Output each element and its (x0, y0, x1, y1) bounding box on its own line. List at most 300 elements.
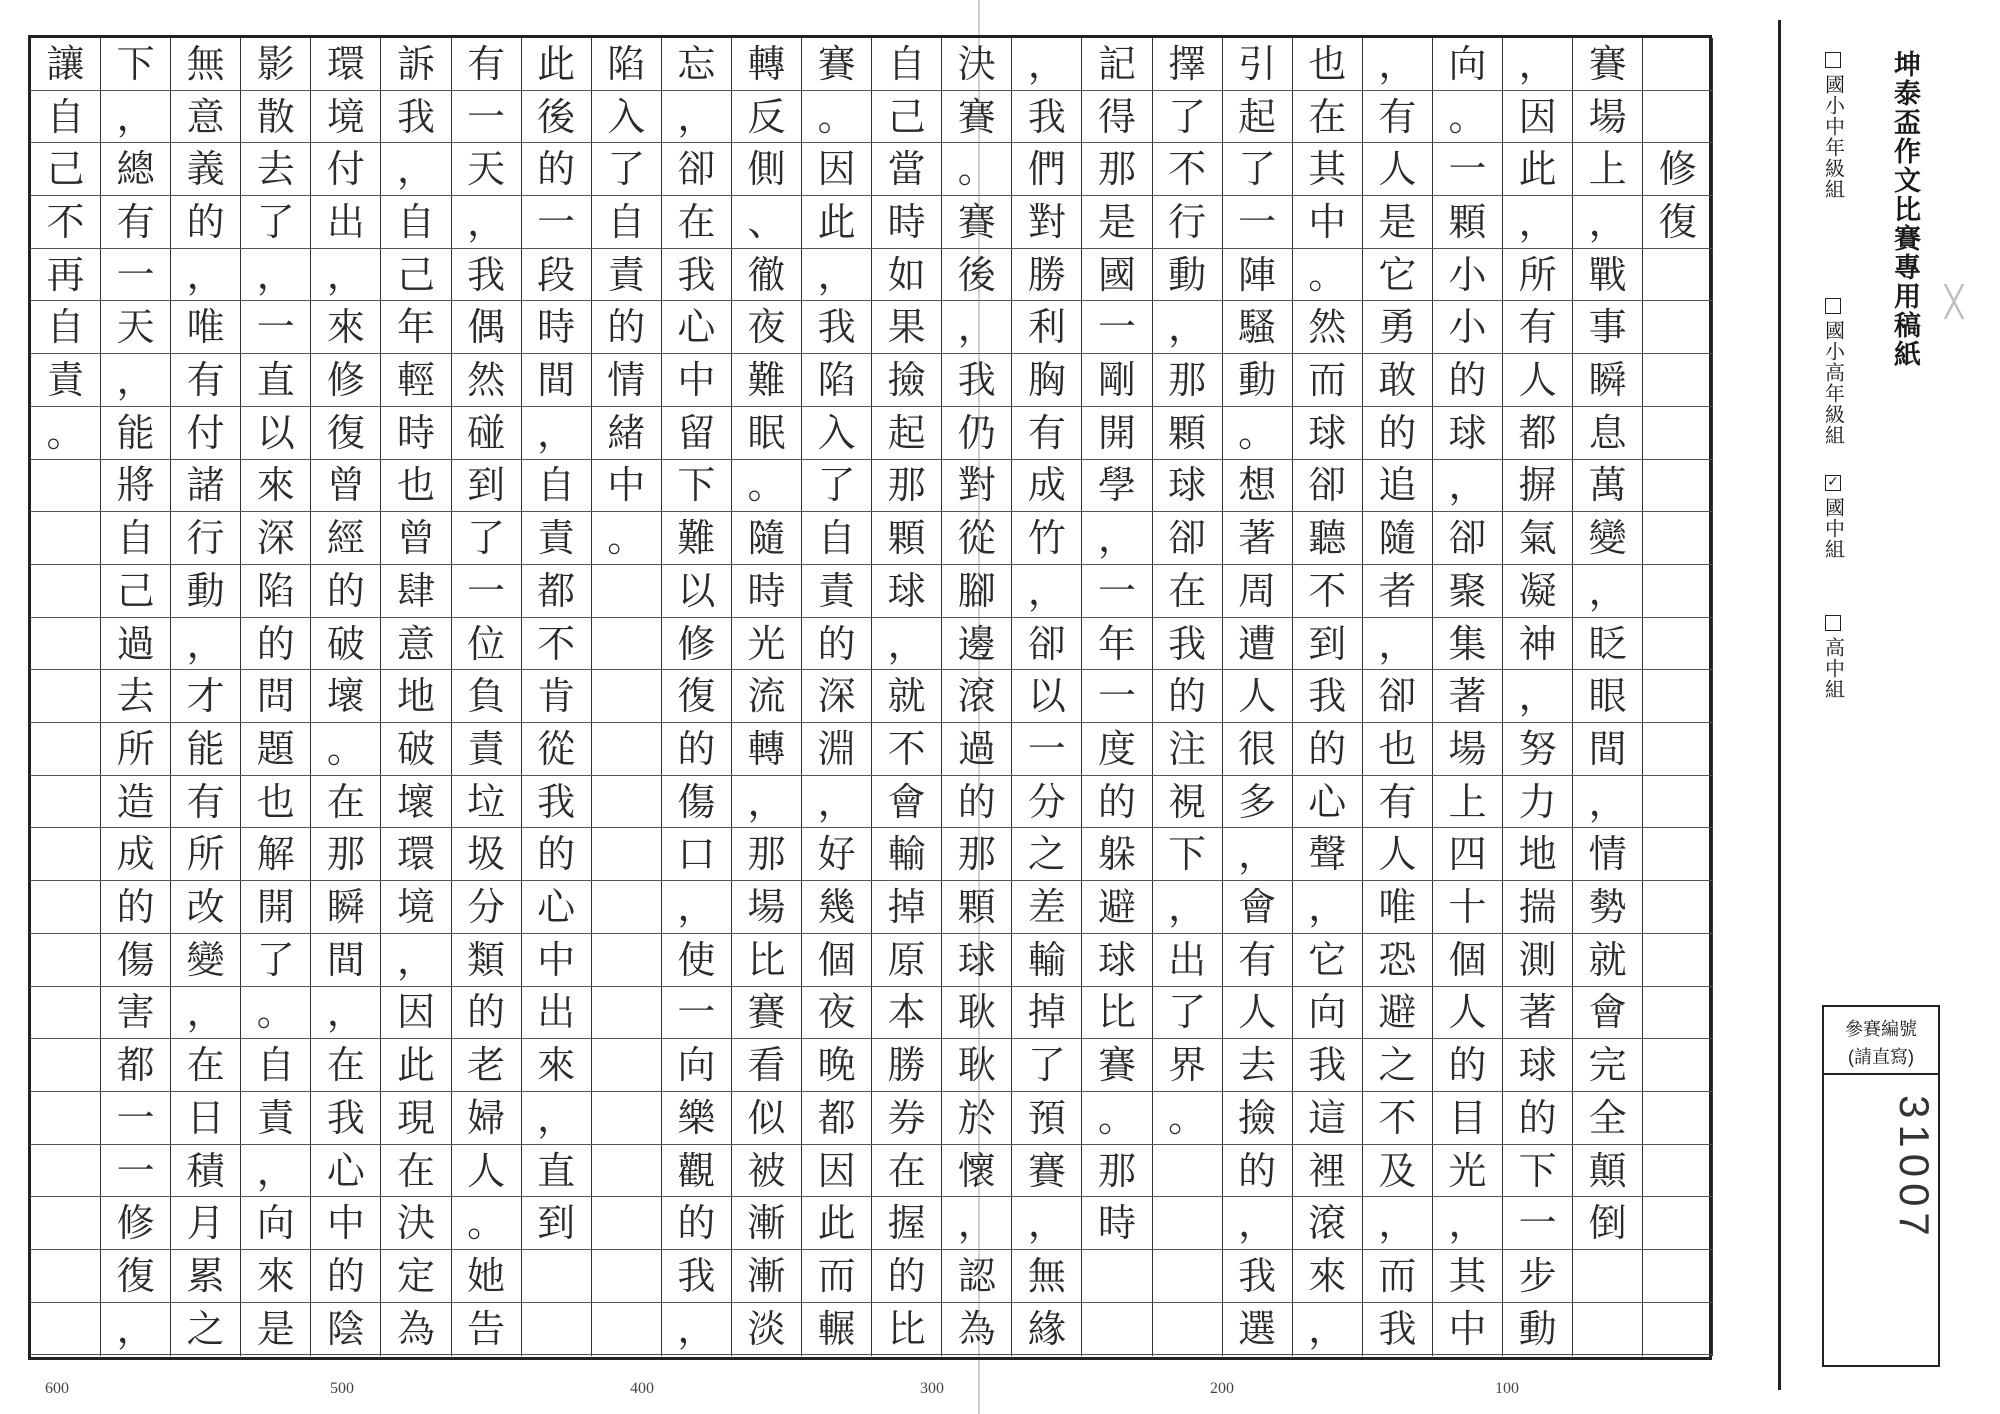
essay-char: 間 (521, 354, 592, 407)
essay-char: 其 (1292, 143, 1363, 196)
grid-cell (591, 1092, 662, 1145)
essay-char: 它 (1362, 249, 1433, 302)
grid-cell (591, 565, 662, 618)
essay-char: 己 (100, 565, 171, 618)
grid-cell (1642, 354, 1713, 407)
grid-column (1362, 38, 1433, 1356)
essay-char: 竹 (1011, 512, 1082, 565)
essay-char: 心 (1292, 776, 1363, 829)
essay-char: 人 (1222, 670, 1293, 723)
essay-char: 卻 (1011, 618, 1082, 671)
essay-char: 破 (310, 618, 381, 671)
essay-char: 我 (521, 776, 592, 829)
checkbox[interactable] (1825, 298, 1841, 314)
essay-char: 在 (1292, 91, 1363, 144)
essay-char: 小 (1432, 302, 1503, 355)
essay-char: 自 (100, 512, 171, 565)
essay-title-char: 復 (1642, 196, 1713, 249)
grid-cell (591, 723, 662, 776)
essay-char: 周 (1222, 565, 1293, 618)
essay-char: 動 (1222, 354, 1293, 407)
grid-cell (591, 1303, 662, 1356)
essay-char: 球 (871, 565, 942, 618)
essay-char: 戰 (1572, 249, 1643, 302)
essay-char: 了 (591, 143, 662, 196)
essay-char: 向 (661, 1039, 732, 1092)
essay-char: 陣 (1222, 249, 1293, 302)
grid-cell (1642, 407, 1713, 460)
essay-char: 的 (1362, 407, 1433, 460)
essay-char: 了 (240, 196, 311, 249)
essay-char: 的 (240, 618, 311, 671)
essay-char: 撿 (1222, 1092, 1293, 1145)
essay-char: 勝 (1011, 249, 1082, 302)
essay-char: 動 (1152, 249, 1223, 302)
essay-char: 我 (381, 91, 452, 144)
essay-char: 。 (451, 1197, 522, 1250)
grid-column (731, 38, 802, 1356)
essay-char: 有 (1222, 934, 1293, 987)
essay-char: ， (1011, 38, 1082, 91)
essay-char: 神 (1502, 618, 1573, 671)
essay-char: 聲 (1292, 829, 1363, 882)
essay-char: 累 (170, 1250, 241, 1303)
essay-char: 的 (661, 723, 732, 776)
essay-char: 然 (451, 354, 522, 407)
entry-number-note: (請直寫) (1848, 1047, 1914, 1067)
essay-char: 人 (1362, 829, 1433, 882)
essay-char: 那 (1082, 1145, 1153, 1198)
essay-char: 擇 (1152, 38, 1223, 91)
essay-char: 了 (451, 512, 522, 565)
essay-char: 的 (310, 565, 381, 618)
essay-char: 利 (1011, 302, 1082, 355)
essay-char: 時 (731, 565, 802, 618)
essay-char: 。 (731, 460, 802, 513)
essay-char: 人 (1502, 354, 1573, 407)
essay-char: 一 (661, 987, 732, 1040)
essay-char: 難 (731, 354, 802, 407)
essay-char: 騷 (1222, 302, 1293, 355)
grid-cell (1152, 1303, 1223, 1356)
grid-cell (1642, 987, 1713, 1040)
essay-char: 再 (30, 249, 101, 302)
grid-column (661, 38, 732, 1356)
essay-char: 很 (1222, 723, 1293, 776)
essay-char: 後 (521, 91, 592, 144)
essay-char: 一 (1011, 723, 1082, 776)
essay-char: ， (801, 776, 872, 829)
essay-char: 認 (941, 1250, 1012, 1303)
grid-cell (30, 512, 101, 565)
essay-char: 度 (1082, 723, 1153, 776)
grid-cell (1082, 1303, 1153, 1356)
grid-cell (591, 1197, 662, 1250)
grid-cell (1642, 1092, 1713, 1145)
essay-char: 卻 (1292, 460, 1363, 513)
essay-char: 比 (1082, 987, 1153, 1040)
essay-char: 。 (941, 143, 1012, 196)
essay-char: 肆 (381, 565, 452, 618)
essay-char: 使 (661, 934, 732, 987)
essay-char: 變 (170, 934, 241, 987)
grid-cell (30, 987, 101, 1040)
essay-char: 目 (1432, 1092, 1503, 1145)
essay-char: 破 (381, 723, 452, 776)
essay-char: 一 (1082, 302, 1153, 355)
essay-char: 了 (1152, 987, 1223, 1040)
essay-char: 不 (521, 618, 592, 671)
essay-char: 去 (1222, 1039, 1293, 1092)
essay-char: 及 (1362, 1145, 1433, 1198)
essay-char: 段 (521, 249, 592, 302)
essay-char: 責 (801, 565, 872, 618)
essay-char: 年 (381, 302, 452, 355)
essay-char: 間 (1572, 723, 1643, 776)
essay-char: 因 (801, 143, 872, 196)
essay-char: 入 (591, 91, 662, 144)
essay-char: 責 (30, 354, 101, 407)
essay-char: 的 (591, 302, 662, 355)
essay-char: 中 (310, 1197, 381, 1250)
grid-column (521, 38, 592, 1356)
essay-char: 類 (451, 934, 522, 987)
essay-char: 在 (310, 1039, 381, 1092)
essay-char: ， (1572, 196, 1643, 249)
essay-char: 卻 (1152, 512, 1223, 565)
grid-cell (30, 565, 101, 618)
essay-char: 為 (381, 1303, 452, 1356)
essay-char: ， (100, 354, 171, 407)
essay-char: 人 (1222, 987, 1293, 1040)
grid-cell (1642, 302, 1713, 355)
essay-char: 在 (661, 196, 732, 249)
essay-char: 賽 (941, 196, 1012, 249)
grid-cell (1642, 1039, 1713, 1092)
essay-char: 場 (731, 881, 802, 934)
essay-char: ， (381, 143, 452, 196)
essay-char: 的 (941, 776, 1012, 829)
essay-char: 那 (941, 829, 1012, 882)
essay-char: 修 (661, 618, 732, 671)
essay-char: 修 (310, 354, 381, 407)
essay-char: ， (801, 249, 872, 302)
group-option-label: 高中組 (1821, 637, 1844, 700)
essay-char: 樂 (661, 1092, 732, 1145)
essay-char: 著 (1222, 512, 1293, 565)
essay-char: 原 (871, 934, 942, 987)
sheet-title: 坤泰盃作文比賽專用稿紙 (1890, 50, 1920, 369)
essay-char: ， (1222, 1197, 1293, 1250)
essay-char: ， (731, 776, 802, 829)
essay-char: 了 (1152, 91, 1223, 144)
essay-char: 淵 (801, 723, 872, 776)
essay-char: 環 (381, 829, 452, 882)
essay-char: 剛 (1082, 354, 1153, 407)
essay-char: 地 (1502, 829, 1573, 882)
essay-char: 到 (1292, 618, 1363, 671)
essay-char: 滾 (941, 670, 1012, 723)
essay-char: 息 (1572, 407, 1643, 460)
essay-char: 日 (170, 1092, 241, 1145)
essay-char: 無 (1011, 1250, 1082, 1303)
essay-char: 年 (1082, 618, 1153, 671)
grid-column (1011, 38, 1082, 1356)
essay-char: 復 (100, 1250, 171, 1303)
essay-char: 仍 (941, 407, 1012, 460)
essay-char: 的 (1432, 354, 1503, 407)
essay-char: 改 (170, 881, 241, 934)
essay-char: ， (240, 1145, 311, 1198)
essay-char: 、 (731, 196, 802, 249)
essay-char: 卻 (1362, 670, 1433, 723)
essay-char: 無 (170, 38, 241, 91)
essay-char: 賽 (1011, 1145, 1082, 1198)
essay-char: 我 (310, 1092, 381, 1145)
essay-char: ， (170, 618, 241, 671)
essay-char: 來 (310, 302, 381, 355)
essay-char: 一 (1222, 196, 1293, 249)
essay-char: 引 (1222, 38, 1293, 91)
essay-char: 她 (451, 1250, 522, 1303)
essay-char: 步 (1502, 1250, 1573, 1303)
essay-char: 壞 (381, 776, 452, 829)
essay-char: 我 (1292, 1039, 1363, 1092)
essay-char: 邊 (941, 618, 1012, 671)
grid-cell (591, 1145, 662, 1198)
grid-cell (1642, 618, 1713, 671)
essay-char: 在 (1152, 565, 1223, 618)
essay-char: 動 (170, 565, 241, 618)
essay-char: 的 (801, 618, 872, 671)
essay-char: 時 (521, 302, 592, 355)
essay-char: 付 (170, 407, 241, 460)
entry-number-label: 參賽編號 (1845, 1019, 1917, 1039)
essay-char: 光 (731, 618, 802, 671)
essay-char: 。 (801, 91, 872, 144)
grid-cell (521, 1303, 592, 1356)
essay-char: 問 (240, 670, 311, 723)
essay-char: ， (941, 302, 1012, 355)
essay-char: ， (661, 1303, 732, 1356)
essay-char: 讓 (30, 38, 101, 91)
essay-char: 開 (240, 881, 311, 934)
essay-char: 向 (1432, 38, 1503, 91)
essay-char: 眨 (1572, 618, 1643, 671)
essay-char: 所 (100, 723, 171, 776)
essay-char: 從 (941, 512, 1012, 565)
essay-char: 幾 (801, 881, 872, 934)
essay-char: 如 (871, 249, 942, 302)
essay-char: 懷 (941, 1145, 1012, 1198)
essay-char: 也 (240, 776, 311, 829)
essay-char: 中 (521, 934, 592, 987)
entry-number-value[interactable]: 31007 (1891, 1095, 1938, 1242)
essay-char: 解 (240, 829, 311, 882)
essay-char: ， (521, 407, 592, 460)
group-option-senior-high[interactable] (1818, 615, 1848, 700)
essay-char: 現 (381, 1092, 452, 1145)
group-option-lower-elementary[interactable] (1818, 52, 1848, 200)
essay-char: 決 (381, 1197, 452, 1250)
essay-char: 光 (1432, 1145, 1503, 1198)
essay-title-char: 修 (1642, 143, 1713, 196)
grid-cell (591, 776, 662, 829)
essay-char: 我 (661, 1250, 732, 1303)
essay-char: 分 (451, 881, 522, 934)
checkbox[interactable] (1825, 52, 1841, 68)
essay-char: 人 (1432, 987, 1503, 1040)
essay-char: 學 (1082, 460, 1153, 513)
essay-char: 的 (100, 881, 171, 934)
essay-char: 了 (801, 460, 872, 513)
essay-char: 倒 (1572, 1197, 1643, 1250)
essay-char: 掉 (1011, 987, 1082, 1040)
essay-char: ， (170, 987, 241, 1040)
group-option-upper-elementary[interactable] (1818, 298, 1848, 446)
essay-char: 己 (871, 91, 942, 144)
essay-char: 直 (521, 1145, 592, 1198)
grid-cell (30, 1039, 101, 1092)
essay-char: 心 (310, 1145, 381, 1198)
essay-char: 間 (310, 934, 381, 987)
grid-cell (1152, 1145, 1223, 1198)
essay-char: 中 (1292, 196, 1363, 249)
essay-char: 一 (100, 249, 171, 302)
essay-char: ， (1432, 1197, 1503, 1250)
essay-char: 影 (240, 38, 311, 91)
essay-char: 在 (381, 1145, 452, 1198)
essay-char: ， (100, 91, 171, 144)
essay-char: ， (521, 1092, 592, 1145)
essay-char: 賽 (801, 38, 872, 91)
essay-char: 我 (1152, 618, 1223, 671)
essay-char: 陷 (591, 38, 662, 91)
essay-char: 之 (1362, 1039, 1433, 1092)
essay-char: 聽 (1292, 512, 1363, 565)
essay-char: 位 (451, 618, 522, 671)
group-option-label: 國小中年級組 (1821, 74, 1844, 200)
essay-char: 都 (100, 1039, 171, 1092)
grid-cell (591, 934, 662, 987)
essay-char: 的 (1502, 1092, 1573, 1145)
grid-cell (30, 1197, 101, 1250)
essay-char: 那 (731, 829, 802, 882)
essay-char: 者 (1362, 565, 1433, 618)
checkbox[interactable] (1825, 615, 1841, 631)
essay-char: 一 (1502, 1197, 1573, 1250)
essay-char: 凝 (1502, 565, 1573, 618)
essay-char: 緣 (1011, 1303, 1082, 1356)
grid-cell (1642, 565, 1713, 618)
essay-char: 當 (871, 143, 942, 196)
grid-cell (30, 1250, 101, 1303)
essay-char: 一 (1082, 565, 1153, 618)
essay-char: 會 (1572, 987, 1643, 1040)
essay-char: 追 (1362, 460, 1433, 513)
essay-char: 意 (381, 618, 452, 671)
essay-char: 己 (381, 249, 452, 302)
essay-char: 心 (521, 881, 592, 934)
essay-char: 因 (801, 1145, 872, 1198)
essay-char: ， (661, 881, 732, 934)
essay-char: 掉 (871, 881, 942, 934)
grid-cell (591, 881, 662, 934)
essay-char: ， (1502, 38, 1573, 91)
essay-char: 場 (1572, 91, 1643, 144)
essay-char: 都 (1502, 407, 1573, 460)
essay-char: 賽 (941, 91, 1012, 144)
essay-char: 圾 (451, 829, 522, 882)
essay-char: 時 (381, 407, 452, 460)
essay-char: 想 (1222, 460, 1293, 513)
essay-char: 地 (381, 670, 452, 723)
essay-char: ， (381, 934, 452, 987)
essay-char: 自 (30, 91, 101, 144)
essay-char: 是 (1362, 196, 1433, 249)
essay-char: 個 (801, 934, 872, 987)
essay-char: 避 (1082, 881, 1153, 934)
essay-char: 。 (1152, 1092, 1223, 1145)
essay-char: 聚 (1432, 565, 1503, 618)
essay-char: 定 (381, 1250, 452, 1303)
scale-label: 600 (45, 1380, 69, 1397)
essay-char: 一 (100, 1092, 171, 1145)
essay-char: 責 (451, 723, 522, 776)
essay-char: 敢 (1362, 354, 1433, 407)
essay-char: 我 (941, 354, 1012, 407)
essay-char: ， (240, 249, 311, 302)
essay-char: 垃 (451, 776, 522, 829)
essay-char: ， (170, 249, 241, 302)
checkbox-checked[interactable]: ✓ (1825, 475, 1841, 491)
essay-char: 天 (451, 143, 522, 196)
grid-cell (1642, 512, 1713, 565)
essay-char: 修 (100, 1197, 171, 1250)
grid-cell (1152, 1197, 1223, 1250)
essay-char: 我 (661, 249, 732, 302)
essay-char: 是 (240, 1303, 311, 1356)
essay-char: 輕 (381, 354, 452, 407)
essay-char: 是 (1082, 196, 1153, 249)
essay-char: 一 (451, 565, 522, 618)
essay-char: 滾 (1292, 1197, 1363, 1250)
essay-char: 出 (310, 196, 381, 249)
essay-char: 訴 (381, 38, 452, 91)
essay-char: 卻 (1432, 512, 1503, 565)
essay-char: 們 (1011, 143, 1082, 196)
essay-char: 之 (170, 1303, 241, 1356)
essay-char: 對 (941, 460, 1012, 513)
essay-char: 人 (1362, 143, 1433, 196)
essay-char: 此 (801, 196, 872, 249)
essay-char: 差 (1011, 881, 1082, 934)
essay-char: 行 (1152, 196, 1223, 249)
essay-char: 我 (801, 302, 872, 355)
essay-char: 賽 (731, 987, 802, 1040)
essay-char: 到 (451, 460, 522, 513)
grid-column (1642, 38, 1713, 1356)
essay-char: 努 (1502, 723, 1573, 776)
grid-column (1222, 38, 1293, 1356)
essay-char: 肯 (521, 670, 592, 723)
group-option-junior-high[interactable] (1818, 475, 1848, 560)
essay-char: 那 (1082, 143, 1153, 196)
scale-label: 200 (1210, 1380, 1234, 1397)
essay-char: 我 (1222, 1250, 1293, 1303)
essay-char: 賽 (1082, 1039, 1153, 1092)
essay-char: 以 (240, 407, 311, 460)
